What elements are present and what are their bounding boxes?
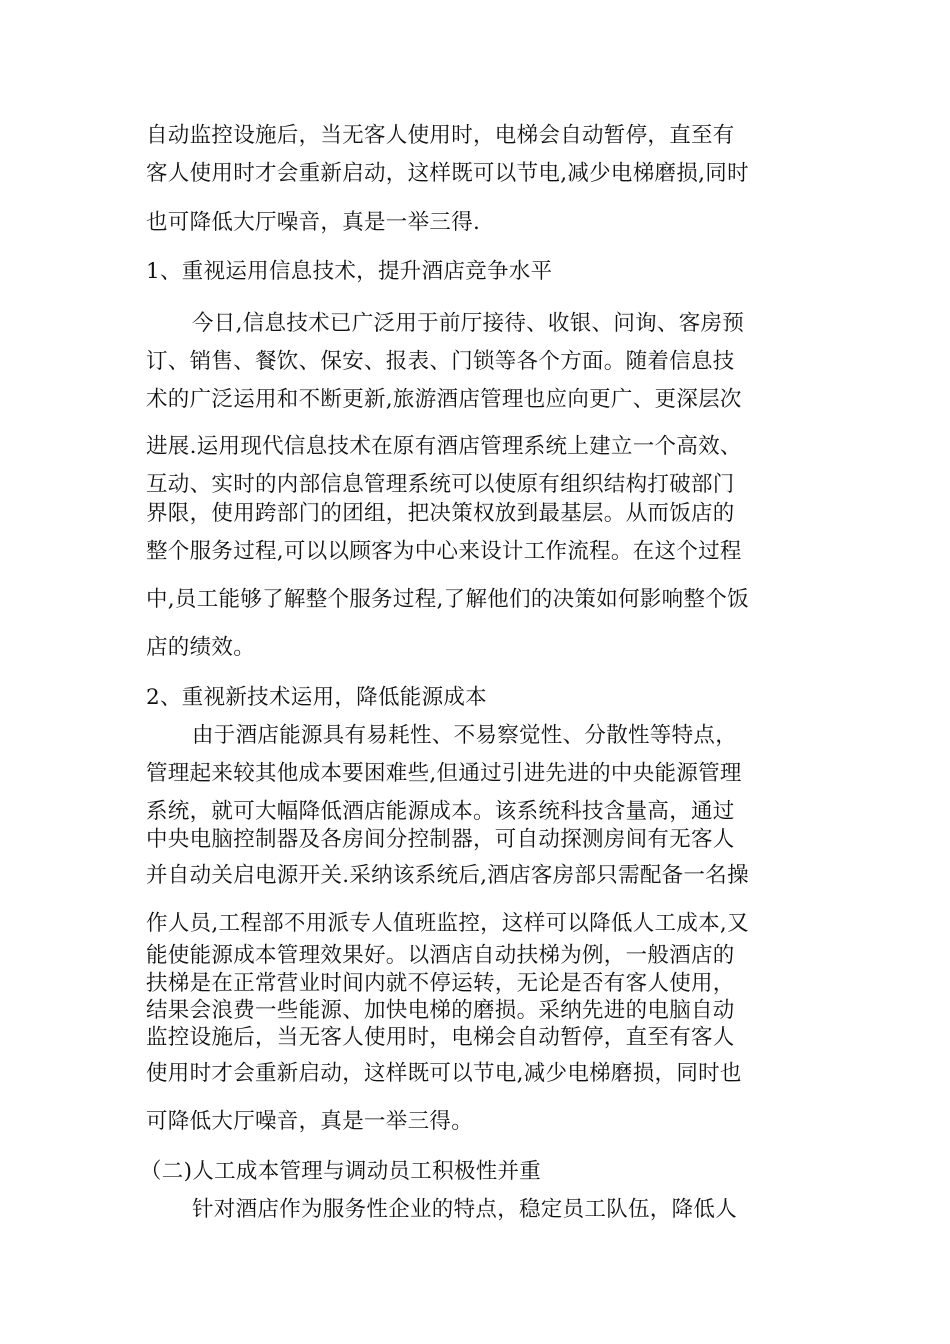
text-line: 客人使用时才会重新启动，这样既可以节电,减少电梯磨损,同时 xyxy=(146,161,749,186)
paragraph-line: 进展.运用现代信息技术在原有酒店管理系统上建立一个高效、 xyxy=(146,434,742,459)
paragraph-line: 中央电脑控制器及各房间分控制器，可自动探测房间有无客人 xyxy=(146,827,735,852)
section-heading-2: 2、重视新技术运用，降低能源成本 xyxy=(146,685,487,710)
paragraph-line: 作人员,工程部不用派专人值班监控，这样可以降低人工成本,又 xyxy=(146,911,749,936)
paragraph-line: 系统，就可大幅降低酒店能源成本。该系统科技含量高，通过 xyxy=(146,799,735,824)
paragraph-line: 针对酒店作为服务性企业的特点，稳定员工队伍，降低人 xyxy=(192,1197,738,1222)
section-heading-1: 1、重视运用信息技术，提升酒店竞争水平 xyxy=(146,259,553,284)
text-line: 自动监控设施后，当无客人使用时，电梯会自动暂停，直至有 xyxy=(146,123,735,148)
paragraph-line: 互动、实时的内部信息管理系统可以使原有组织结构打破部门 xyxy=(146,472,735,497)
paragraph-line: 今日,信息技术已广泛用于前厅接待、收银、问询、客房预 xyxy=(192,311,745,336)
paragraph-line: 订、销售、餐饮、保安、报表、门锁等各个方面。随着信息技 xyxy=(146,349,735,374)
paragraph-line: 使用时才会重新启动，这样既可以节电,减少电梯磨损，同时也 xyxy=(146,1061,742,1086)
paragraph-line: 管理起来较其他成本要困难些,但通过引进先进的中央能源管理 xyxy=(146,761,742,786)
paragraph-line: 结果会浪费一些能源、加快电梯的磨损。采纳先进的电脑自动 xyxy=(146,998,735,1023)
paragraph-line: 由于酒店能源具有易耗性、不易察觉性、分散性等特点， xyxy=(192,723,738,748)
paragraph-line: 整个服务过程,可以以顾客为中心来设计工作流程。在这个过程 xyxy=(146,539,742,564)
paragraph-line: 可降低大厅噪音，真是一举三得。 xyxy=(146,1109,474,1134)
text-line: 也可降低大厅噪音，真是一举三得. xyxy=(146,210,481,235)
paragraph-line: 能使能源成本管理效果好。以酒店自动扶梯为例，一般酒店的 xyxy=(146,943,735,968)
section-heading-3: （二)人工成本管理与调动员工积极性并重 xyxy=(140,1159,542,1184)
paragraph-line: 术的广泛运用和不断更新,旅游酒店管理也应向更广、更深层次 xyxy=(146,387,742,412)
paragraph-line: 店的绩效。 xyxy=(146,635,256,660)
paragraph-line: 中,员工能够了解整个服务过程,了解他们的决策如何影响整个饭 xyxy=(146,587,749,612)
paragraph-line: 并自动关启电源开关.采纳该系统后,酒店客房部只需配备一名操 xyxy=(146,863,749,888)
paragraph-line: 界限，使用跨部门的团组，把决策权放到最基层。从而饭店的 xyxy=(146,501,735,526)
paragraph-line: 扶梯是在正常营业时间内就不停运转，无论是否有客人使用， xyxy=(146,971,735,996)
paragraph-line: 监控设施后，当无客人使用时，电梯会自动暂停，直至有客人 xyxy=(146,1025,735,1050)
